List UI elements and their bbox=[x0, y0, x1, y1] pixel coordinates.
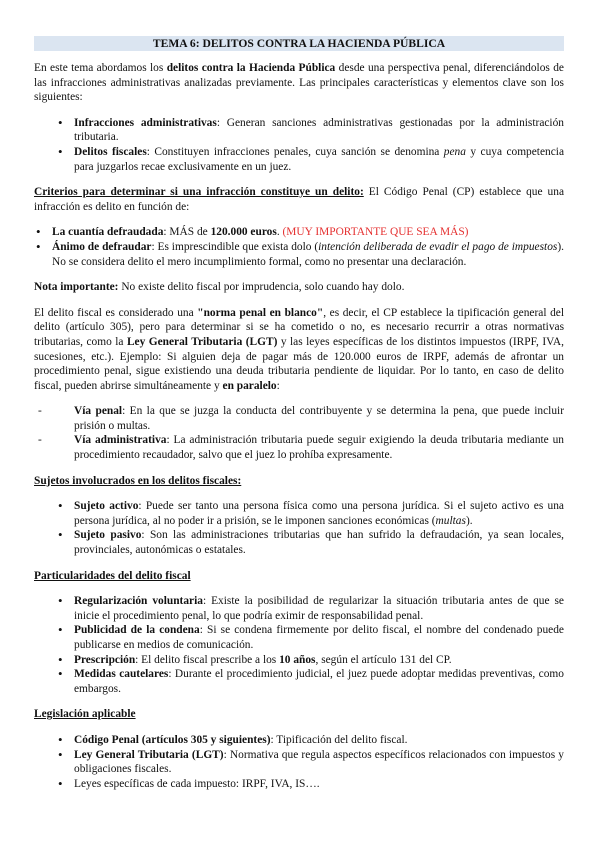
sujetos-heading-row bbox=[34, 474, 564, 489]
list-item: • Ánimo de defraudar: Es imprescindible que exista dolo (intención deliberada de evadir el pago de impuestos). No se considera delito el mero incumplimiento formal, como no presentar una declaración. bbox=[34, 240, 564, 269]
intro-list bbox=[34, 116, 564, 174]
list-item: • Código Penal (artículos 305 y siguientes): Tipificación del delito fiscal. bbox=[34, 733, 564, 748]
vias-list bbox=[34, 404, 564, 462]
list-item: • Leyes específicas de cada impuesto: IRPF, IVA, IS…. bbox=[34, 777, 564, 792]
list-item: • Infracciones administrativas: Generan sanciones administrativas gestionadas por la administración tributaria. bbox=[34, 116, 564, 145]
intro-paragraph: En este tema abordamos los delitos contra la Hacienda Pública desde una perspectiva penal, diferenciándolos de las infracciones administrativas analizadas previamente. Las principales características y elementos clave son los siguientes: bbox=[34, 62, 564, 104]
list-item: • Publicidad de la condena: Si se condena firmemente por delito fiscal, el nombre del condenado puede publicarse en medios de comunicación. bbox=[34, 623, 564, 652]
criterios-list bbox=[34, 225, 564, 269]
important-note: (MUY IMPORTANTE QUE SEA MÁS) bbox=[282, 226, 469, 239]
sujetos-list bbox=[34, 499, 564, 557]
page-title: TEMA 6: DELITOS CONTRA LA HACIENDA PÚBLICA bbox=[34, 36, 564, 51]
legislacion-heading-row bbox=[34, 707, 564, 722]
criterios-paragraph: Criterios para determinar si una infracción constituye un delito: El Código Penal (CP) establece que una infracción es delito en función de: bbox=[34, 186, 564, 213]
nota-paragraph: Nota importante: No existe delito fiscal por imprudencia, solo cuando hay dolo. bbox=[34, 281, 405, 294]
section-heading: Particularidades del delito fiscal bbox=[34, 569, 191, 582]
document-page bbox=[34, 36, 564, 791]
list-item: • Sujeto activo: Puede ser tanto una persona física como una persona jurídica. Si el sujeto activo es una persona jurídica, al no poder ir a prisión, se le imponen sanciones económicas (multas). bbox=[34, 499, 564, 528]
list-item: • Sujeto pasivo: Son las administraciones tributarias que han sufrido la defraudación, ya sean locales, provinciales, autonómicas o estatales. bbox=[34, 528, 564, 557]
list-item: • La cuantía defraudada: MÁS de 120.000 euros. (MUY IMPORTANTE QUE SEA MÁS) bbox=[34, 225, 564, 240]
list-item: • Ley General Tributaria (LGT): Normativa que regula aspectos específicos relacionados con impuestos y obligaciones fiscales. bbox=[34, 748, 564, 777]
blanco-paragraph: El delito fiscal es considerado una "norma penal en blanco", es decir, el CP establece la tipificación general del delito (artículo 305), pero para determinar si se ha cometido o no, es necesario recurrir a otras normativas tributarias, como la Ley General Tributaria (LGT) y las leyes específicas de los distintos impuestos (IRPF, IVA, sucesiones, etc.). Ejemplo: Si alguien deja de pagar más de 120.000 euros de IRPF, además de afrontar un procedimiento penal, sigue existiendo una deuda tributaria pendiente de liquidar. Por lo tanto, en caso de delito fiscal, pueden abrirse simultáneamente y en paralelo: bbox=[34, 306, 564, 392]
list-item: • Regularización voluntaria: Existe la posibilidad de regularizar la situación tributaria antes de que se inicie el procedimiento penal, lo que podría eximir de responsabilidad penal. bbox=[34, 594, 564, 623]
list-item: - Vía administrativa: La administración tributaria puede seguir exigiendo la deuda tributaria mediante un procedimiento recaudador, salvo que el juez lo prohíba expresamente. bbox=[34, 433, 564, 462]
list-item: - Vía penal: En la que se juzga la conducta del contribuyente y se determina la pena, que puede incluir prisión o multas. bbox=[34, 404, 564, 433]
list-item: • Delitos fiscales: Constituyen infracciones penales, cuya sanción se denomina pena y cuya competencia para juzgarlos recae exclusivamente en un juez. bbox=[34, 145, 564, 174]
section-heading: Legislación aplicable bbox=[34, 708, 136, 721]
particularidades-heading-row bbox=[34, 569, 564, 584]
list-item: • Medidas cautelares: Durante el procedimiento judicial, el juez puede adoptar medidas preventivas, como embargos. bbox=[34, 667, 564, 696]
list-item: • Prescripción: El delito fiscal prescribe a los 10 años, según el artículo 131 del CP. bbox=[34, 653, 564, 668]
section-heading: Sujetos involucrados en los delitos fiscales: bbox=[34, 474, 242, 487]
section-heading: Criterios para determinar si una infracción constituye un delito: bbox=[34, 186, 364, 199]
legislacion-list bbox=[34, 733, 564, 791]
particularidades-list bbox=[34, 594, 564, 696]
